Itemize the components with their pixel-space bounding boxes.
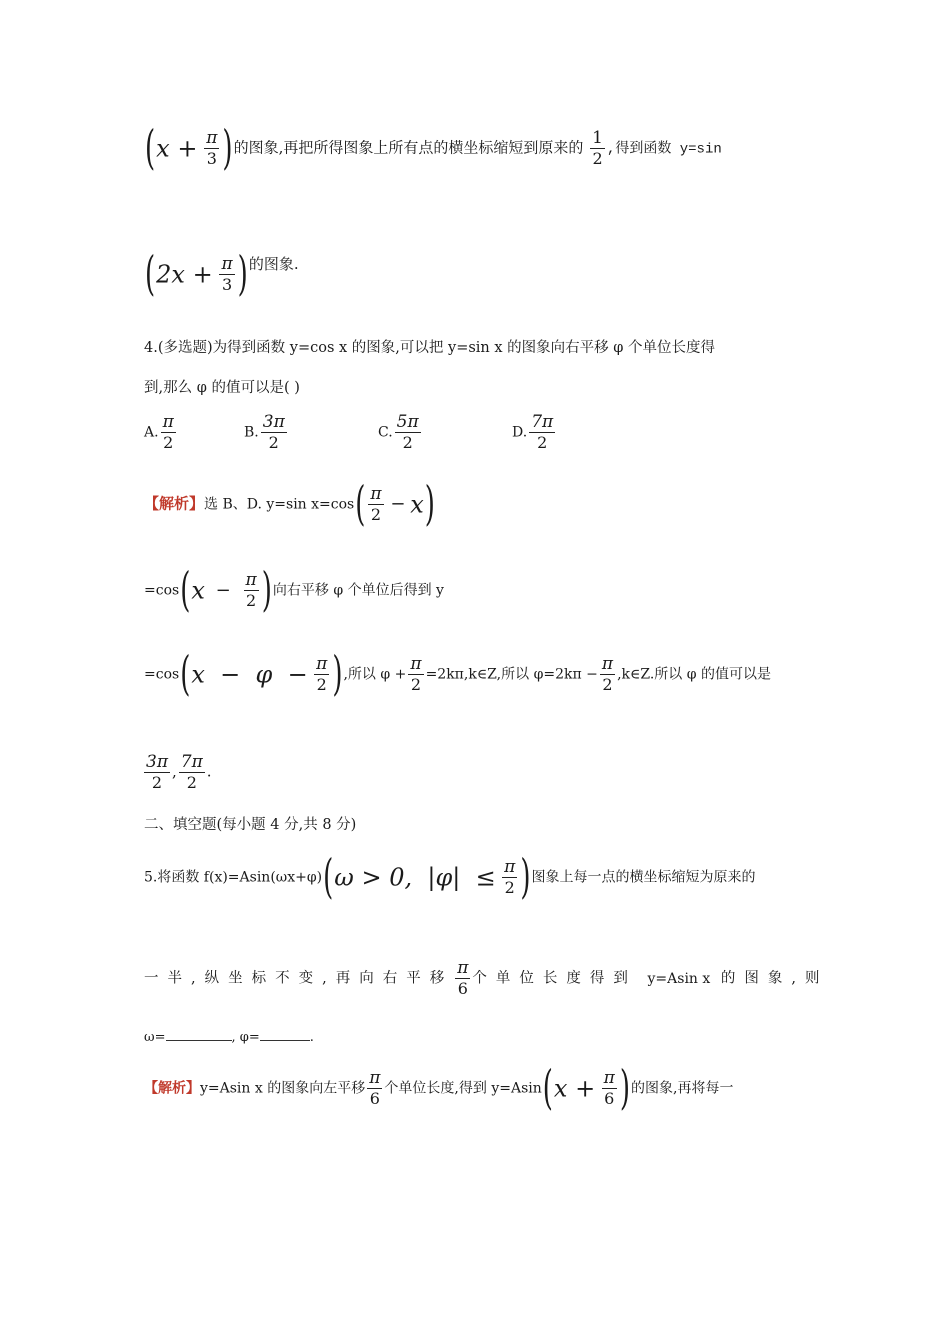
question-5-line-3: ω= , φ= .	[144, 1026, 314, 1048]
analysis-4-line-1: 【解析】选 B、D. y=sin x=cos( $\frac{\pi}{2}$ − x)	[144, 477, 435, 532]
continuation-line-1: (x + $\frac{\pi}{3}$ )的图象,再把所得图象上所有点的横坐标缩短到原来的 $\frac{1}{2}$ ,得到函数 y=sin	[145, 121, 722, 176]
option-b[interactable]: B. $\frac{3\pi}{2}$	[244, 412, 285, 452]
fraction-pi-over-3: $\frac{\pi}{3}$	[221, 254, 233, 294]
analysis-tag: 【解析】	[144, 1080, 200, 1097]
phi-answer-blank[interactable]	[260, 1026, 310, 1041]
question-4-line-2: 到,那么 φ 的值可以是( )	[144, 380, 300, 396]
section-heading: 二、填空题(每小题 4 分,共 8 分)	[144, 817, 357, 833]
fraction-one-half: $\frac{1}{2}$	[592, 128, 603, 168]
question-4-line-1: 4.(多选题)为得到函数 y=cos x 的图象,可以把 y=sin x 的图象向右平移 φ 个单位长度得	[144, 340, 716, 356]
analysis-4-line-3: =cos(x − φ − $\frac{\pi}{2}$ ),所以 φ + $\frac{\pi}{2}$ =2kπ,k∈Z,所以 φ=2kπ − $\frac{\pi}{2}$ ,k∈Z.所以 φ 的值可以是	[144, 647, 771, 702]
option-c[interactable]: C. $\frac{5\pi}{2}$	[378, 412, 419, 452]
analysis-4-line-4: $\frac{3\pi}{2}$ , $\frac{7\pi}{2}$ .	[146, 752, 212, 792]
question-5-line-2: 一半,纵坐标不变,再向右平移 $\frac{\pi}{6}$ 个单位长度得到 y=Asin x 的图象,则	[144, 958, 829, 998]
analysis-tag: 【解析】	[144, 494, 205, 513]
question-5-line-1: 5.将函数 f(x)=Asin(ωx+φ)(ω > 0, |φ| ≤ $\frac{\pi}{2}$ )图象上每一点的横坐标缩短为原来的	[144, 850, 756, 905]
option-d[interactable]: D. $\frac{7\pi}{2}$	[512, 412, 554, 452]
option-a[interactable]: A. $\frac{\pi}{2}$	[144, 412, 174, 452]
analysis-5-line-1: 【解析】y=Asin x 的图象向左平移 $\frac{\pi}{6}$ 个单位长度,得到 y=Asin(x + $\frac{\pi}{6}$ )的图象,再将每一	[144, 1061, 734, 1116]
analysis-4-line-2: =cos(x − $\frac{\pi}{2}$ )向右平移 φ 个单位后得到 y	[144, 563, 444, 618]
omega-answer-blank[interactable]	[166, 1026, 232, 1041]
continuation-line-2: (2x + $\frac{\pi}{3}$ )的图象.	[145, 247, 299, 302]
fraction-pi-over-3: $\frac{\pi}{3}$	[206, 128, 218, 168]
